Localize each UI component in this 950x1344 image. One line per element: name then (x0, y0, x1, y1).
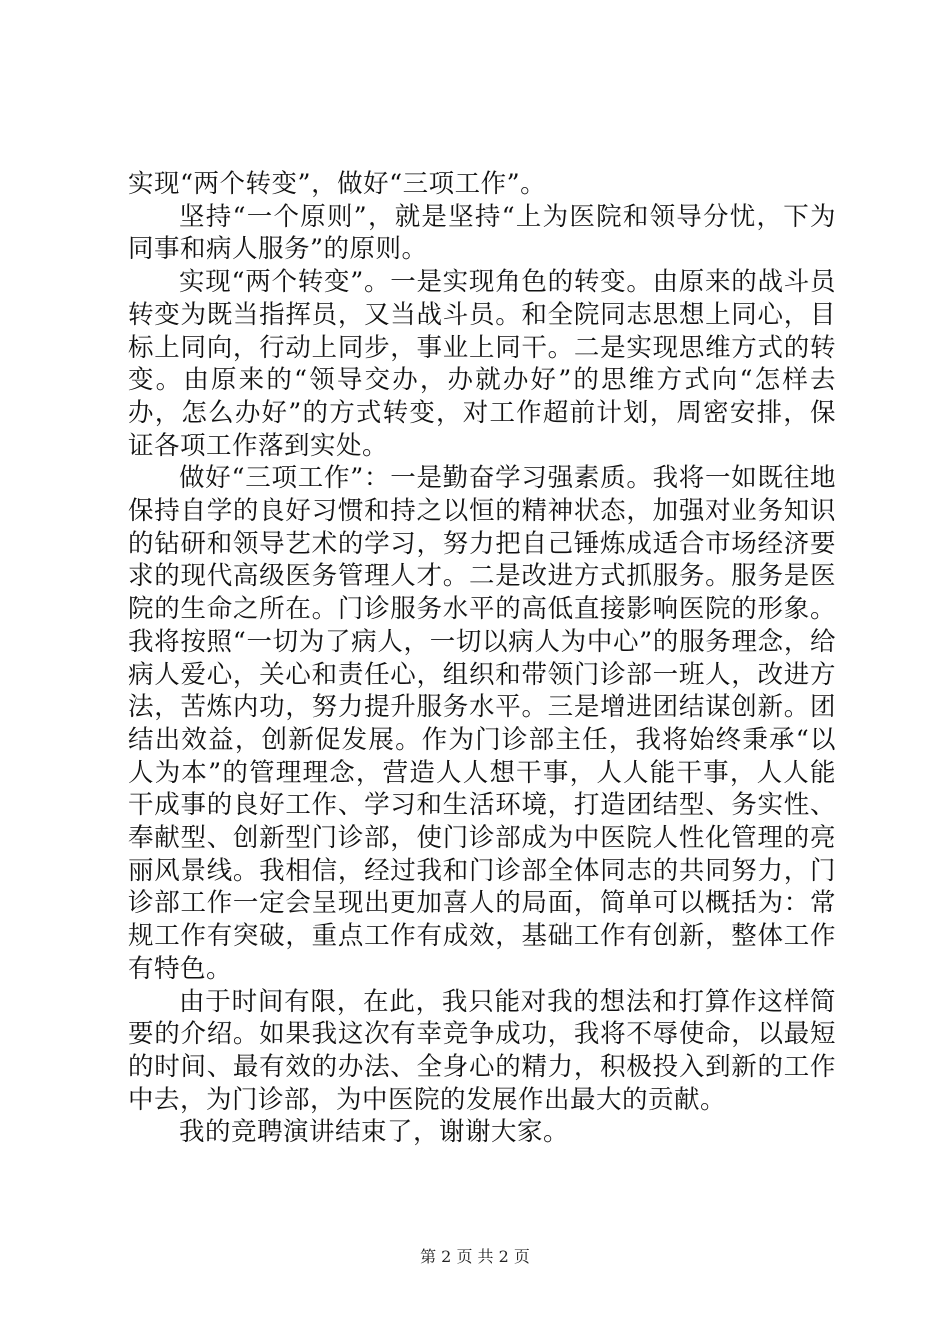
paragraph-intro: 实现“两个转变”，做好“三项工作”。 (128, 169, 547, 199)
page-number-footer: 第 2 页 共 2 页 (420, 1247, 530, 1266)
document-body (128, 168, 836, 1149)
paragraph-thanks: 我的竞聘演讲结束了，谢谢大家。 (179, 1117, 570, 1148)
paragraph-closing: 由于时间有限，在此，我只能对我的想法和打算作这样简要的介绍。如果我这次有幸竞争成功，我将不辱使命，以最短的时间、最有效的办法、全身心的精力，积极投入到新的工作中去，为门诊部，为中医院的发展作出最大的贡献。 (128, 986, 836, 1115)
paragraph-three-tasks: 做好“三项工作”：一是勤奋学习强素质。我将一如既往地保持自学的良好习惯和持之以恒的精神状态，加强对业务知识的钻研和领导艺术的学习，努力把自己锤炼成适合市场经济要求的现代高级医务管理人才。二是改进方式抓服务。服务是医院的生命之所在。门诊服务水平的高低直接影响医院的形象。我将按照“一切为了病人，一切以病人为中心”的服务理念，给病人爱心，关心和责任心，组织和带领门诊部一班人，改进方法，苦炼内功，努力提升服务水平。三是增进团结谋创新。团结出效益，创新促发展。作为门诊部主任，我将始终秉承“以人为本”的管理理念，营造人人想干事，人人能干事，人人能干成事的良好工作、学习和生活环境，打造团结型、务实性、奉献型、创新型门诊部，使门诊部成为中医院人性化管理的亮丽风景线。我相信，经过我和门诊部全体同志的共同努力，门诊部工作一定会呈现出更加喜人的局面，简单可以概括为：常规工作有突破，重点工作有成效，基础工作有创新，整体工作有特色。 (128, 463, 836, 984)
paragraph-one-principle: 坚持“一个原则”，就是坚持“上为医院和领导分忧，下为同事和病人服务”的原则。 (128, 201, 836, 265)
paragraph-two-changes: 实现“两个转变”。一是实现角色的转变。由原来的战斗员转变为既当指挥员，又当战斗员。和全院同志思想上同心，目标上同向，行动上同步，事业上同干。二是实现思维方式的转变。由原来的“领导交办，办就办好”的思维方式向“怎样去办，怎么办好”的方式转变，对工作超前计划，周密安排，保证各项工作落到实处。 (128, 267, 836, 461)
